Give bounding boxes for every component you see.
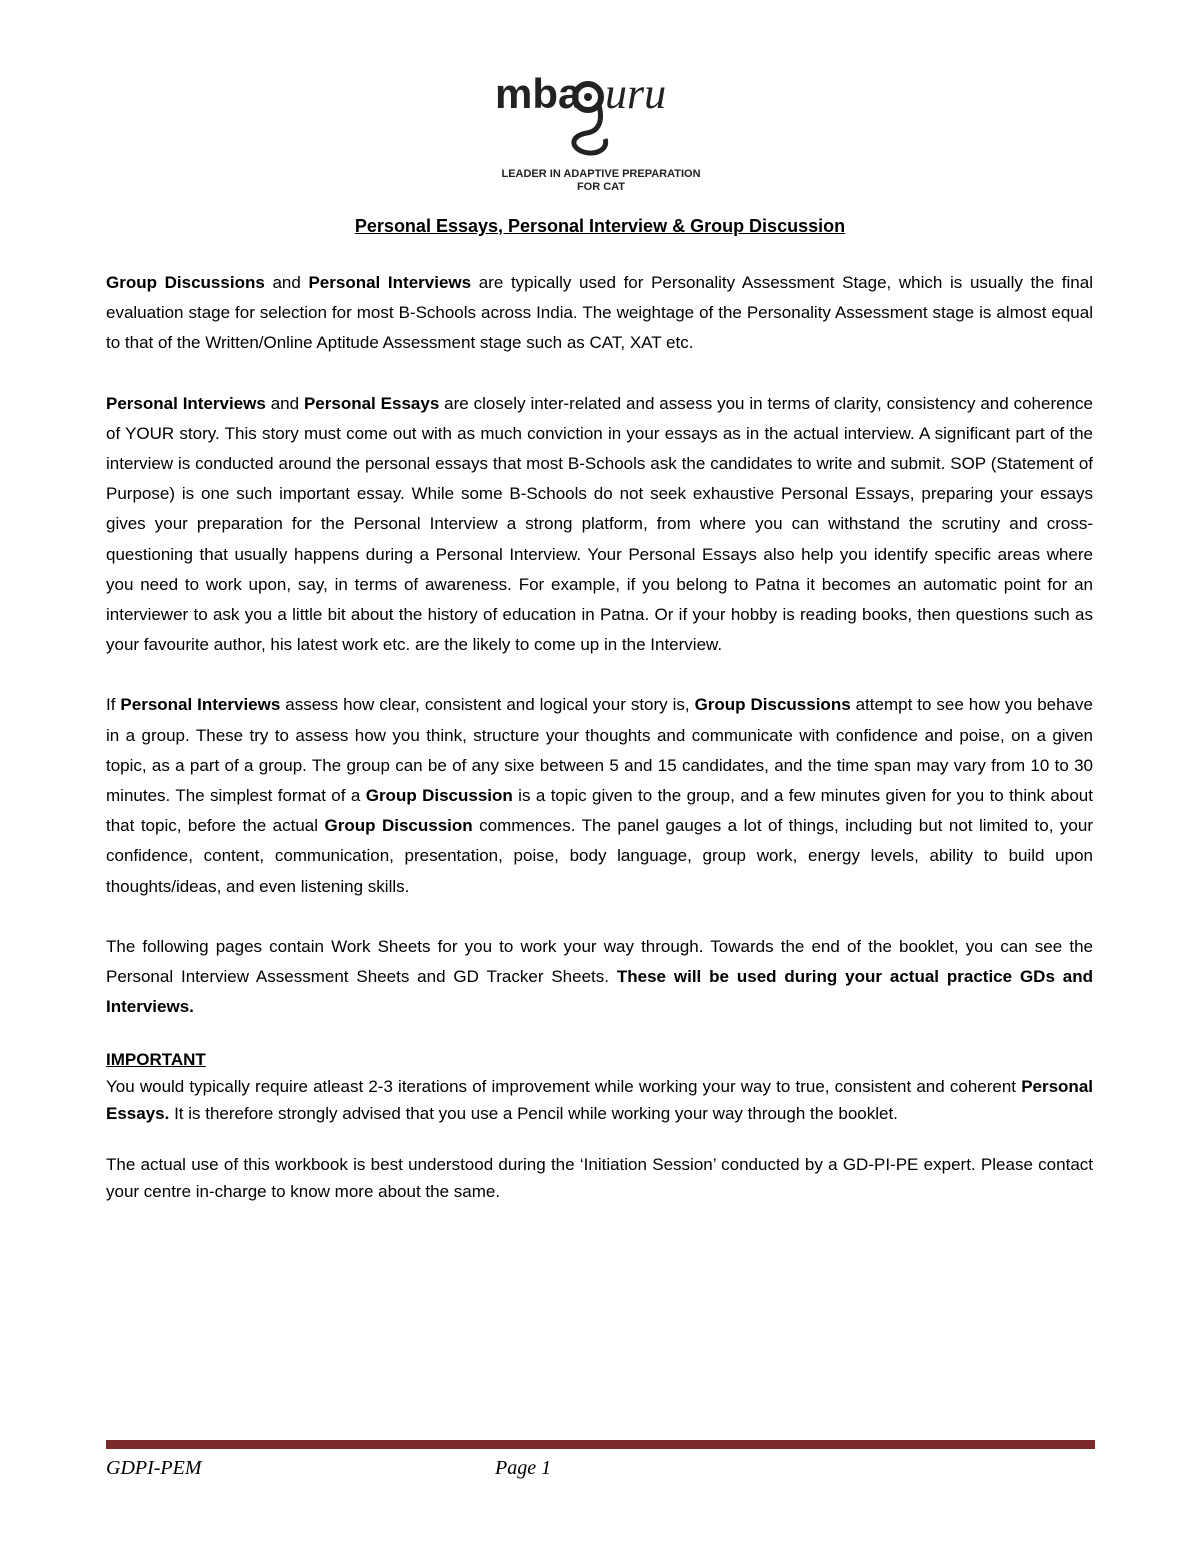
text-run: The actual use of this workbook is best understood during the ‘Initiation Session’ conducted by a GD-PI-PE expert. Please contact your centre in-charge to know more about the same. (106, 1155, 1093, 1202)
logo-brand-left: mba (495, 75, 582, 117)
paragraph-important (106, 1073, 1093, 1127)
text-run: attempt to see how you behave in a group. These try to assess how you think, structure your thoughts and communicate with confidence and poise, on a given topic, as a part of a group. The group can be of any sixe between 5 and 15 candidates, and the time span may vary from 10 to 30 minutes. The simplest format of a (106, 695, 1094, 806)
bold-run: Personal Interviews (120, 695, 281, 715)
text-run: commences. The panel gauges a lot of things, including but not limited to, your confidence, content, communication, presentation, poise, body language, group work, energy levels, ability to build upon thoughts/ideas, and even listening skills. (106, 816, 1093, 896)
paragraph-initiation-session (106, 1151, 1093, 1205)
document-title: Personal Essays, Personal Interview & Group Discussion (354, 216, 846, 236)
bold-run: Personal Interviews (308, 273, 472, 292)
bold-run: These will be used during your actual practice GDs and Interviews. (106, 967, 1094, 1017)
text-run: are closely inter-related and assess you in terms of clarity, consistency and coherence of YOUR story. This story must come out with as much conviction in your essays as in the actual interview. A significant part of the interview is conducted around the personal essays that most B-Schools ask the candidates to write and submit. SOP (Statement of Purpose) is one such important essay. While some B-Schools do not seek exhaustive Personal Essays, preparing your essays gives your preparation for the Personal Interview a strong platform, from where you can withstand the scrutiny and cross-questioning that usually happens during a Personal Interview. Your Personal Essays also help you identify specific areas where you need to work upon, say, in terms of awareness. For example, if you belong to Patna it becomes an automatic point for an interviewer to ask you a little bit about the history of education in Patna. Or if your hobby is reading books, then questions such as your favourite author, his latest work etc. are the likely to come up in the Interview. (106, 393, 1093, 655)
tagline-line-2: FOR CAT (576, 181, 626, 193)
logo-brand-right: uru (605, 75, 667, 118)
logo-graphic (495, 75, 710, 170)
text-run: assess how clear, consistent and logical your story is, (280, 695, 695, 715)
text-run: If (106, 695, 121, 715)
logo-g-dot (584, 93, 592, 101)
footer-rule (106, 1440, 1095, 1449)
footer-page-number: Page 1 (495, 1457, 552, 1479)
bold-run: Group Discussion (324, 816, 473, 836)
text-run: You would typically require atleast 2-3 iterations of improvement while working your way to true, consistent and coherent (106, 1077, 1022, 1097)
important-heading: IMPORTANT (106, 1050, 206, 1070)
paragraph-intro (106, 268, 1093, 359)
text-run: The following pages contain Work Sheets for you to work your way through. Towards the end of the booklet, you can see the Personal Interview Assessment Sheets and GD Tracker Sheets. (106, 936, 1093, 987)
footer-document-code: GDPI-PEM (106, 1457, 202, 1479)
text-run: and (265, 393, 304, 413)
bold-run: Personal Essays (303, 393, 440, 413)
paragraph-work-sheets (106, 932, 1093, 1023)
tagline-line-1: LEADER IN ADAPTIVE PREPARATION (501, 168, 701, 180)
bold-run: Group Discussions (694, 695, 851, 715)
bold-run: Personal Interviews (106, 393, 266, 413)
text-run: It is therefore strongly advised that you use a Pencil while working your way through the booklet. (169, 1104, 898, 1124)
text-run: are typically used for Personality Assessment Stage, which is usually the final evaluation stage for selection for most B-Schools across India. The weightage of the Personality Assessment stage is almost equal to that of the Written/Online Aptitude Assessment stage such as CAT, XAT etc. (106, 273, 1093, 353)
logo-tagline (470, 168, 732, 194)
bold-run: Group Discussions (106, 273, 265, 292)
bold-run: Group Discussion (365, 786, 513, 806)
paragraph-group-discussions (106, 690, 1093, 901)
text-run: is a topic given to the group, and a few minutes given for you to think about that topic, before the actual (106, 786, 1093, 836)
bold-run: Personal Essays. (106, 1077, 1093, 1124)
document-body (106, 268, 1093, 1229)
paragraph-personal-interviews (106, 389, 1093, 661)
text-run: and (264, 273, 309, 292)
